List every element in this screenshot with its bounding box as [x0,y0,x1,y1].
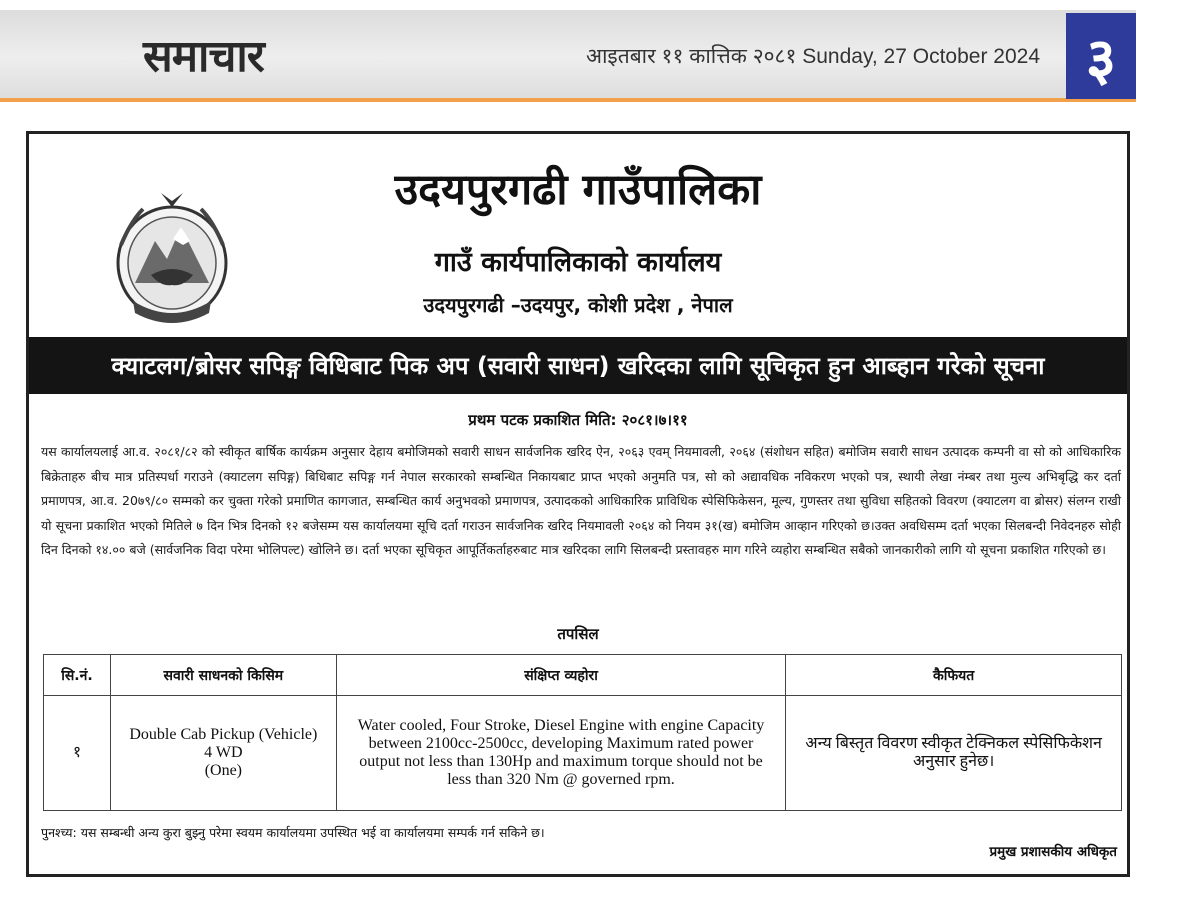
newspaper-masthead [0,10,1136,102]
notice-body: यस कार्यालयलाई आ.व. २०८१/८२ को स्वीकृत बार्षिक कार्यक्रम अनुसार देहाय बमोजिमको सवारी साधन सार्वजनिक खरिद ऐन, २०६३ एवम् नियमावली, २०६४ (संशोधन सहित) बमोजिम सवारी साधन उत्पादक कम्पनी वा सो को आधिकारिक बिक्रेताहरु बीच मात्र प्रतिस्पर्धा गराउने (क्याटलग सपिङ्ग) बिधिबाट सपिङ्ग गर्न नेपाल सरकारको सम्बन्धित निकायबाट प्राप्त भएको अनुमति पत्र, सो को अद्यावधिक नविकरण भएको पत्र, स्थायी लेखा नंम्बर तथा मुल्य अभिबृद्धि कर दर्ता प्रमाणपत्र, आ.व. 20७९/८० सम्मको कर चुक्ता गरेको प्रमाणित कागजात, सम्बन्धित कार्य अनुभवको प्रमाणपत्र, उत्पादकको आधिकारिक प्राविधिक स्पेसिफिकेसन, मूल्य, गुणस्तर तथा सुविधा सहितको विवरण (क्याटलग वा ब्रोसर) संलग्न राखी यो सूचना प्रकाशित भएको मितिले ७ दिन भित्र दिनको १२ बजेसम्म यस कार्यालयमा सूचि दर्ता गराउन सार्वजनिक खरिद नियमावली २०६४ को नियम ३१(ख) बमोजिम आव्हान गरिएको छ।उक्त अवधिसम्म दर्ता भएका सिलबन्दी निवेदनहरु सोही दिन दिनको १४.०० बजे (सार्वजनिक विदा परेमा भोलिपल्ट) खोलिने छ। दर्ता भएका सूचिकृत आपूर्तिकर्ताहरुबाट मात्र खरिदका लागि सिलबन्दी प्रस्तावहरु माग गरिने व्यहोरा सम्बन्धित सबैको जानकारीको लागि यो सूचना प्रकाशित गरिएको छ। [41,444,1121,558]
cell-description: Water cooled, Four Stroke, Diesel Engine with engine Capacity between 2100cc-2500cc, developing Maximum rated power output not less than 130Hp and maximum torque should not be less than 320 Nm @ governed rpm. [336,696,786,811]
section-name: समाचार [143,31,264,82]
schedule-title: तपसिल [557,625,599,643]
cell-serial-no: १ [44,696,111,811]
cell-remarks: अन्य बिस्तृत विवरण स्वीकृत टेक्निकल स्पेसिफिकेशन अनुसार हुनेछ। [786,696,1122,811]
first-publication-date: प्रथम पटक प्रकाशित मिति: २०८१।७।११ [468,411,688,429]
organization-name: उदयपुरगढी गाउँपालिका [394,165,762,215]
notice-headline [29,337,1127,394]
postscript: पुनश्च्य: यस सम्बन्धी अन्य कुरा बुझ्नु परेमा स्वयम कार्यालयमा उपस्थित भई वा कार्यालयमा सम्पर्क गर्न सकिने छ। [41,825,545,840]
header-serial-no: सि.नं. [44,655,111,696]
vehicle-type-line: 4 WD [204,744,243,761]
publication-date: आइतबार ११ कात्तिक २०८१ Sunday, 27 October 2024 [585,45,1040,68]
office-address: उदयपुरगढी –उदयपुर, कोशी प्रदेश , नेपाल [423,293,733,317]
header-vehicle-type: सवारी साधनको किसिम [110,655,336,696]
table-row [44,696,1122,811]
schedule-table [43,654,1122,811]
vehicle-type-line: (One) [204,762,242,779]
signatory: प्रमुख प्रशासकीय अधिकृत [989,844,1117,860]
table-header-row [44,655,1122,696]
header-description: संक्षिप्त व्यहोरा [336,655,786,696]
notice-headline-text: क्याटलग/ब्रोसर सपिङ्ग विधिबाट पिक अप (सवारी साधन) खरिदका लागि सूचिकृत हुन आब्हान गरेको सूचना [111,352,1045,380]
office-name: गाउँ कार्यपालिकाको कार्यालय [434,247,722,278]
cell-vehicle-type [110,696,336,811]
vehicle-type-line: Double Cab Pickup (Vehicle) [129,726,318,743]
page-number-badge: ३ [1066,13,1136,99]
header-remarks: कैफियत [786,655,1122,696]
public-notice [26,131,1130,877]
